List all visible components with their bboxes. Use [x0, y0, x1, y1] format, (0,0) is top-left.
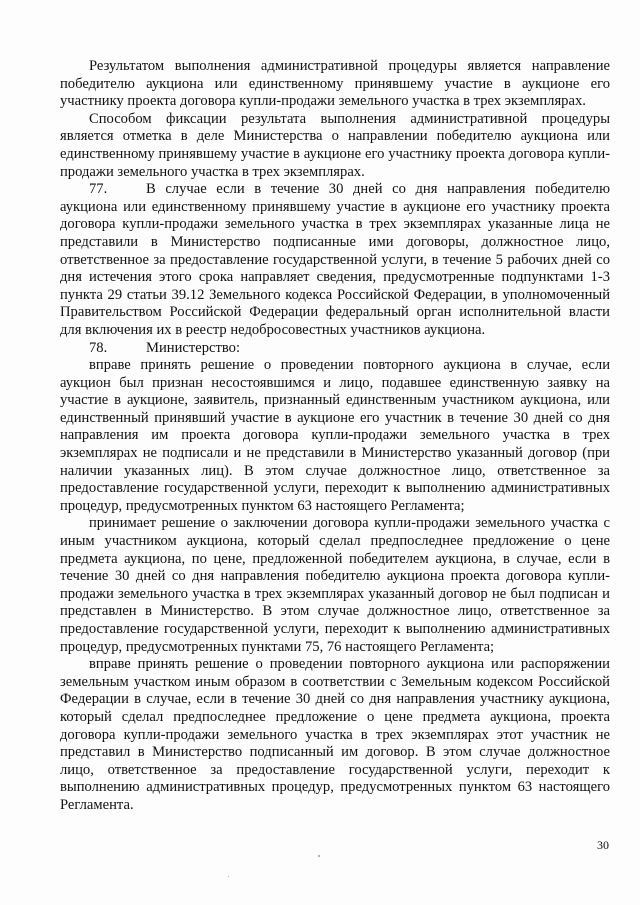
- paragraph-78: [60, 340, 610, 358]
- paragraph-fixation: Способом фиксации результата выполнения административной процедуры является отметка в деле Министерства о направлении победителю аукциона или единственному принявшему участие в аукционе его участнику проекта договора купли-продажи земельного участка в трех экземплярах.: [60, 110, 610, 180]
- paragraph-78-text: Министерство:: [146, 339, 241, 356]
- paragraph-77-text: В случае если в течение 30 дней со дня направления победителю аукциона или единственному принявшему участие в аукционе его участнику проекта договора купли-продажи земельного участка в трех экземплярах указанные лица не представили в Министерство подписанные ими договоры, должностное лицо, ответственное за предоставление государственной услуги, в течение 5 рабочих дней со дня истечения этого срока направляет сведения, предусмотренные подпунктами 1-3 пункта 29 статьи 39.12 Земельного кодекса Российской Федерации, в уполномоченный Правительством Российской Федерации федеральный орган исполнительной власти для включения их в реестр недобросовестных участников аукциона.: [60, 181, 610, 338]
- paragraph-number-77: 77.: [89, 181, 108, 198]
- paragraph-result: Результатом выполнения административной процедуры является направление победителю аукциона или единственному принявшему участие в аукционе его участнику проекта договора купли-продажи земельного участка в трех экземплярах.: [60, 58, 610, 110]
- page-number: 30: [597, 838, 609, 852]
- document-body: [60, 58, 610, 815]
- scan-speck: [228, 876, 229, 877]
- paragraph-77: [60, 181, 610, 339]
- paragraph-dispose-land: вправе принять решение о проведении повторного аукциона или распоряжении земельным участком иным образом в соответствии с Земельным кодексом Российской Федерации в случае, если в течение 30 дней со дня направления участнику аукциона, который сделал предпоследнее предложение о цене предмета аукциона, проекта договора купли-продажи земельного участка в трех экземплярах этот участник не представил в Министерство подписанный им договор. В этом случае должностное лицо, ответственное за предоставление государственной услуги, переходит к выполнению административных процедур, предусмотренных пунктом 63 настоящего Регламента.: [60, 656, 610, 813]
- paragraph-number-78: 78.: [89, 339, 108, 356]
- scan-speck: [318, 855, 320, 857]
- paragraph-repeat-auction: вправе принять решение о проведении повторного аукциона в случае, если аукцион был признан несостоявшимся и лицо, подавшее единственную заявку на участие в аукционе, заявитель, признанный единственным участником аукциона, или единственный принявший участие в аукционе его участник в течение 30 дней со дня направления им проекта договора купли-продажи земельного участка в трех экземплярах не подписали и не представили в Министерство указанный договор (при наличии указанных лиц). В этом случае должностное лицо, ответственное за предоставление государственной услуги, переходит к выполнению административных процедур, предусмотренных пунктом 63 настоящего Регламента;: [60, 357, 610, 514]
- paragraph-other-participant: принимает решение о заключении договора купли-продажи земельного участка с иным участником аукциона, который сделал предпоследнее предложение о цене предмета аукциона, по цене, предложенной победителем аукциона, в случае, если в течение 30 дней со дня направления победителю аукциона проекта договора купли-продажи земельного участка в трех экземплярах указанный договор не был подписан и представлен в Министерство. В этом случае должностное лицо, ответственное за предоставление государственной услуги, переходит к выполнению административных процедур, предусмотренных пунктами 75, 76 настоящего Регламента;: [60, 515, 610, 655]
